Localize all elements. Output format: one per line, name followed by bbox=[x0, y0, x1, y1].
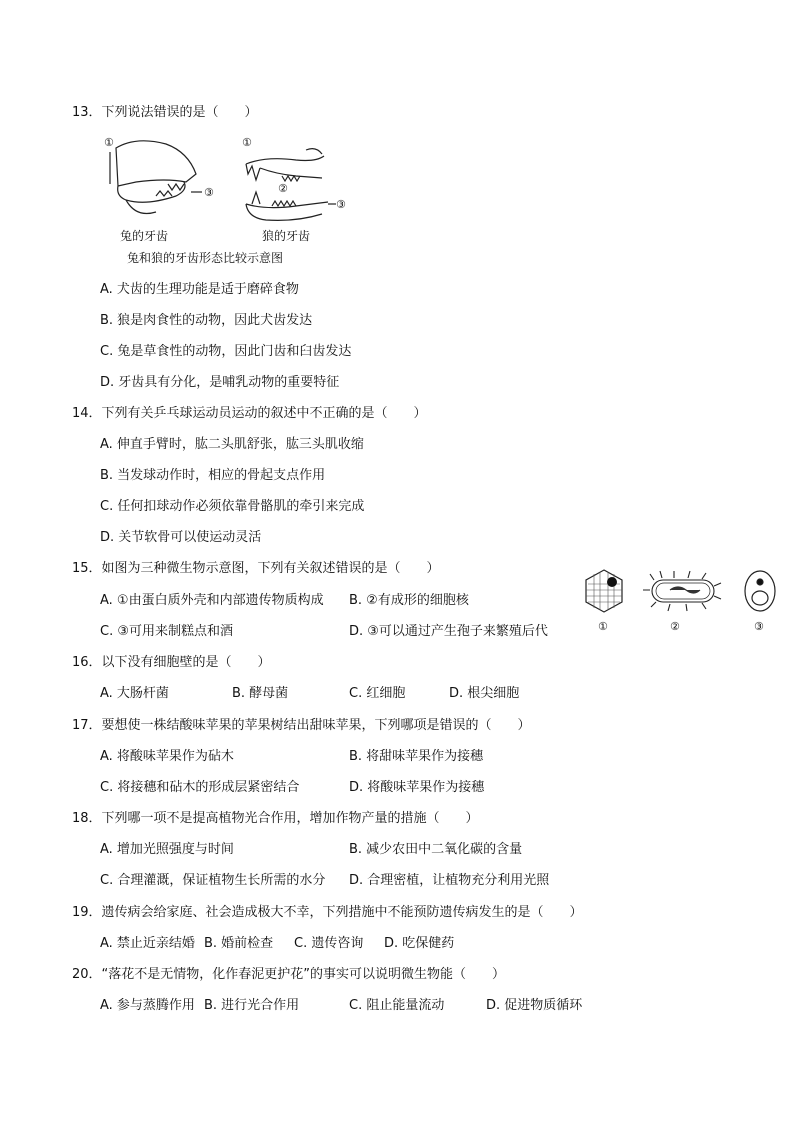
marker-1-wolf: ① bbox=[242, 136, 252, 149]
q14-option-b: B. 当发球动作时，相应的骨起支点作用 bbox=[100, 468, 326, 483]
microorganisms-figure bbox=[582, 568, 782, 634]
q18-option-a: A. 增加光照强度与时间 bbox=[100, 842, 234, 857]
q19-option-a: A. 禁止近亲结婚 bbox=[100, 936, 195, 951]
marker-2-wolf: ② bbox=[278, 182, 288, 195]
bacterium-diagram bbox=[643, 571, 721, 611]
q16-option-c: C. 红细胞 bbox=[349, 686, 406, 701]
q13-option-c: C. 兔是草食性的动物，因此门齿和臼齿发达 bbox=[100, 344, 352, 359]
q20-option-a: A. 参与蒸腾作用 bbox=[100, 998, 195, 1013]
q13-option-d: D. 牙齿具有分化，是哺乳动物的重要特征 bbox=[100, 375, 340, 390]
q14-option-a: A. 伸直手臂时，肱二头肌舒张，肱三头肌收缩 bbox=[100, 437, 364, 452]
virus-diagram bbox=[586, 570, 622, 612]
q15-option-c: C. ③可用来制糕点和酒 bbox=[100, 624, 233, 639]
question-17-stem: 17．要想使一株结酸味苹果的苹果树结出甜味苹果，下列哪项是错误的（ ） bbox=[72, 718, 531, 733]
question-20-stem: 20．“落花不是无情物，化作春泥更护花”的事实可以说明微生物能（ ） bbox=[72, 967, 506, 982]
marker-yeast: ③ bbox=[754, 620, 764, 633]
q18-option-c: C. 合理灌溉，保证植物生长所需的水分 bbox=[100, 873, 326, 888]
q16-option-d: D. 根尖细胞 bbox=[449, 686, 520, 701]
question-13-stem: 13．下列说法错误的是（ ） bbox=[72, 105, 258, 120]
question-14-stem: 14．下列有关乒乓球运动员运动的叙述中不正确的是（ ） bbox=[72, 406, 427, 421]
q19-option-c: C. 遗传咨询 bbox=[294, 936, 364, 951]
q18-option-d: D. 合理密植，让植物充分利用光照 bbox=[349, 873, 550, 888]
q13-option-a: A. 犬齿的生理功能是适于磨碎食物 bbox=[100, 282, 299, 297]
wolf-caption: 狼的牙齿 bbox=[262, 229, 311, 243]
q17-option-c: C. 将接穗和砧木的形成层紧密结合 bbox=[100, 780, 300, 795]
q19-option-d: D. 吃保健药 bbox=[384, 936, 455, 951]
q13-option-b: B. 狼是肉食性的动物，因此犬齿发达 bbox=[100, 313, 313, 328]
yeast-diagram bbox=[745, 571, 775, 611]
q14-option-d: D. 关节软骨可以使运动灵活 bbox=[100, 530, 262, 545]
q20-option-d: D. 促进物质循环 bbox=[486, 998, 583, 1013]
q17-option-a: A. 将酸味苹果作为砧木 bbox=[100, 749, 234, 764]
marker-3-rabbit: ③ bbox=[204, 186, 214, 199]
question-16-stem: 16．以下没有细胞壁的是（ ） bbox=[72, 655, 271, 670]
question-19-stem: 19．遗传病会给家庭、社会造成极大不幸，下列措施中不能预防遗传病发生的是（ ） bbox=[72, 905, 583, 920]
q15-option-b: B. ②有成形的细胞核 bbox=[349, 593, 469, 608]
marker-bacterium: ② bbox=[670, 620, 680, 633]
q14-option-c: C. 任何扣球动作必须依靠骨骼肌的牵引来完成 bbox=[100, 499, 365, 514]
wolf-teeth-diagram bbox=[246, 149, 336, 221]
marker-virus: ① bbox=[598, 620, 608, 633]
q17-option-d: D. 将酸味苹果作为接穗 bbox=[349, 780, 485, 795]
q17-option-b: B. 将甜味苹果作为接穗 bbox=[349, 749, 484, 764]
question-15-stem: 15．如图为三种微生物示意图，下列有关叙述错误的是（ ） bbox=[72, 561, 440, 576]
question-18-stem: 18．下列哪一项不是提高植物光合作用，增加作物产量的措施（ ） bbox=[72, 811, 479, 826]
q19-option-b: B. 婚前检查 bbox=[204, 936, 274, 951]
q15-option-d: D. ③可以通过产生孢子来繁殖后代 bbox=[349, 624, 548, 639]
figure-title: 兔和狼的牙齿形态比较示意图 bbox=[127, 251, 284, 265]
rabbit-teeth-diagram bbox=[110, 141, 202, 214]
q18-option-b: B. 减少农田中二氧化碳的含量 bbox=[349, 842, 523, 857]
q15-option-a: A. ①由蛋白质外壳和内部遗传物质构成 bbox=[100, 593, 324, 608]
rabbit-caption: 兔的牙齿 bbox=[120, 229, 169, 243]
q16-option-b: B. 酵母菌 bbox=[232, 686, 289, 701]
q16-option-a: A. 大肠杆菌 bbox=[100, 686, 169, 701]
marker-1-rabbit: ① bbox=[104, 136, 114, 149]
q20-option-c: C. 阻止能量流动 bbox=[349, 998, 445, 1013]
marker-3-wolf: ③ bbox=[336, 198, 346, 211]
q20-option-b: B. 进行光合作用 bbox=[204, 998, 300, 1013]
